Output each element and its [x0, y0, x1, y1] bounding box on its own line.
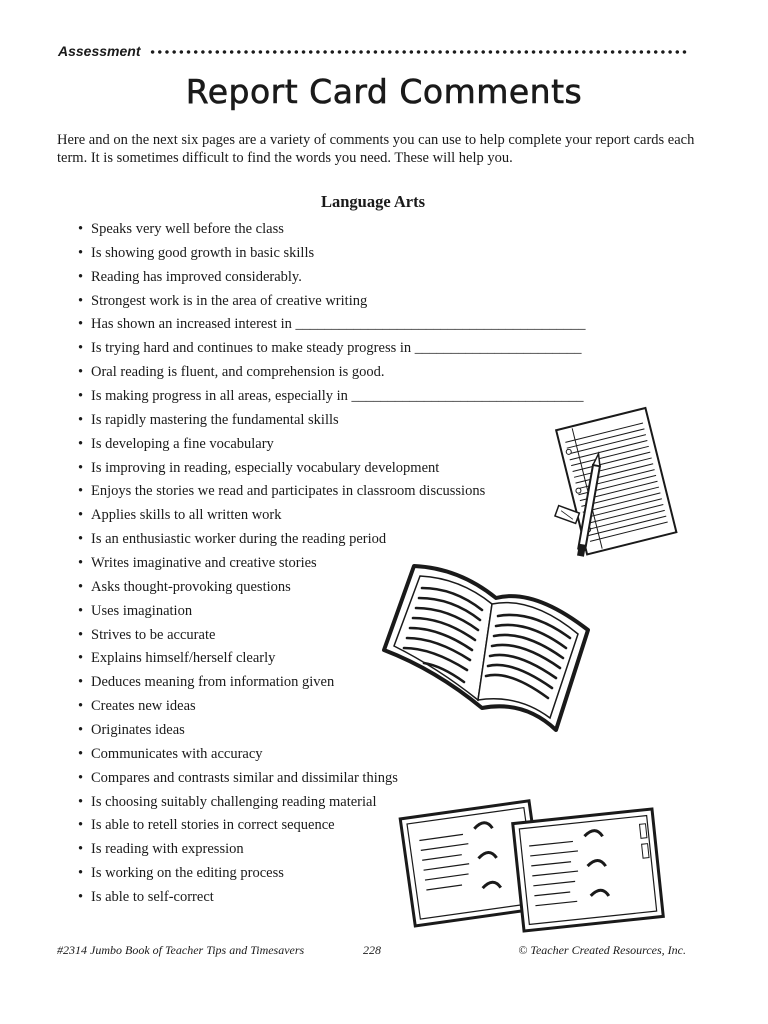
- list-item: • Strongest work is in the area of creative writing: [78, 290, 638, 314]
- page-title: Report Card Comments: [185, 72, 583, 111]
- list-item: • Applies skills to all written work: [78, 504, 638, 528]
- list-item: • Explains himself/herself clearly: [78, 647, 638, 671]
- list-item: • Enjoys the stories we read and participates in classroom discussions: [78, 480, 638, 504]
- list-item: • Is working on the editing process: [78, 862, 638, 886]
- list-item: • Is choosing suitably challenging reading material: [78, 791, 638, 815]
- section-label: Assessment: [58, 43, 141, 59]
- list-item: • Writes imaginative and creative stories: [78, 552, 638, 576]
- list-item: • Deduces meaning from information given: [78, 671, 638, 695]
- page-header: [58, 42, 690, 60]
- list-item: • Has shown an increased interest in ________________________________________: [78, 313, 638, 337]
- section-heading: Language Arts: [320, 192, 426, 211]
- open-binders-icon: [398, 790, 668, 940]
- list-item: • Creates new ideas: [78, 695, 638, 719]
- list-item: • Reading has improved considerably.: [78, 266, 638, 290]
- list-item: • Is able to retell stories in correct sequence: [78, 814, 638, 838]
- list-item: • Strives to be accurate: [78, 624, 638, 648]
- list-item: • Compares and contrasts similar and dissimilar things: [78, 767, 638, 791]
- open-book-icon: [374, 558, 596, 734]
- intro-paragraph: Here and on the next six pages are a variety of comments you can use to help complete your report cards each term. It is sometimes difficult to find the words you need. These will help you.: [57, 132, 695, 166]
- list-item: • Is an enthusiastic worker during the reading period: [78, 528, 638, 552]
- list-item: • Is reading with expression: [78, 838, 638, 862]
- list-item: • Uses imagination: [78, 600, 638, 624]
- list-item: • Asks thought-provoking questions: [78, 576, 638, 600]
- list-item: • Originates ideas: [78, 719, 638, 743]
- lined-paper-pencil-eraser-icon: [552, 405, 682, 565]
- list-item: • Communicates with accuracy: [78, 743, 638, 767]
- list-item: • Is making progress in all areas, especially in ________________________________: [78, 385, 638, 409]
- footer-book-title: #2314 Jumbo Book of Teacher Tips and Timesavers: [57, 943, 305, 957]
- list-item: • Speaks very well before the class: [78, 218, 638, 242]
- list-item: • Is improving in reading, especially vocabulary development: [78, 457, 638, 481]
- footer-publisher: © Teacher Created Resources, Inc.: [518, 943, 686, 957]
- footer-page-number: 228: [363, 943, 381, 957]
- list-item: • Is trying hard and continues to make steady progress in _______________________: [78, 337, 638, 361]
- list-item: • Is showing good growth in basic skills: [78, 242, 638, 266]
- dotted-rule: [149, 50, 690, 54]
- list-item: • Oral reading is fluent, and comprehension is good.: [78, 361, 638, 385]
- list-item: • Is developing a fine vocabulary: [78, 433, 638, 457]
- list-item: • Is rapidly mastering the fundamental skills: [78, 409, 638, 433]
- list-item: • Is able to self-correct: [78, 886, 638, 910]
